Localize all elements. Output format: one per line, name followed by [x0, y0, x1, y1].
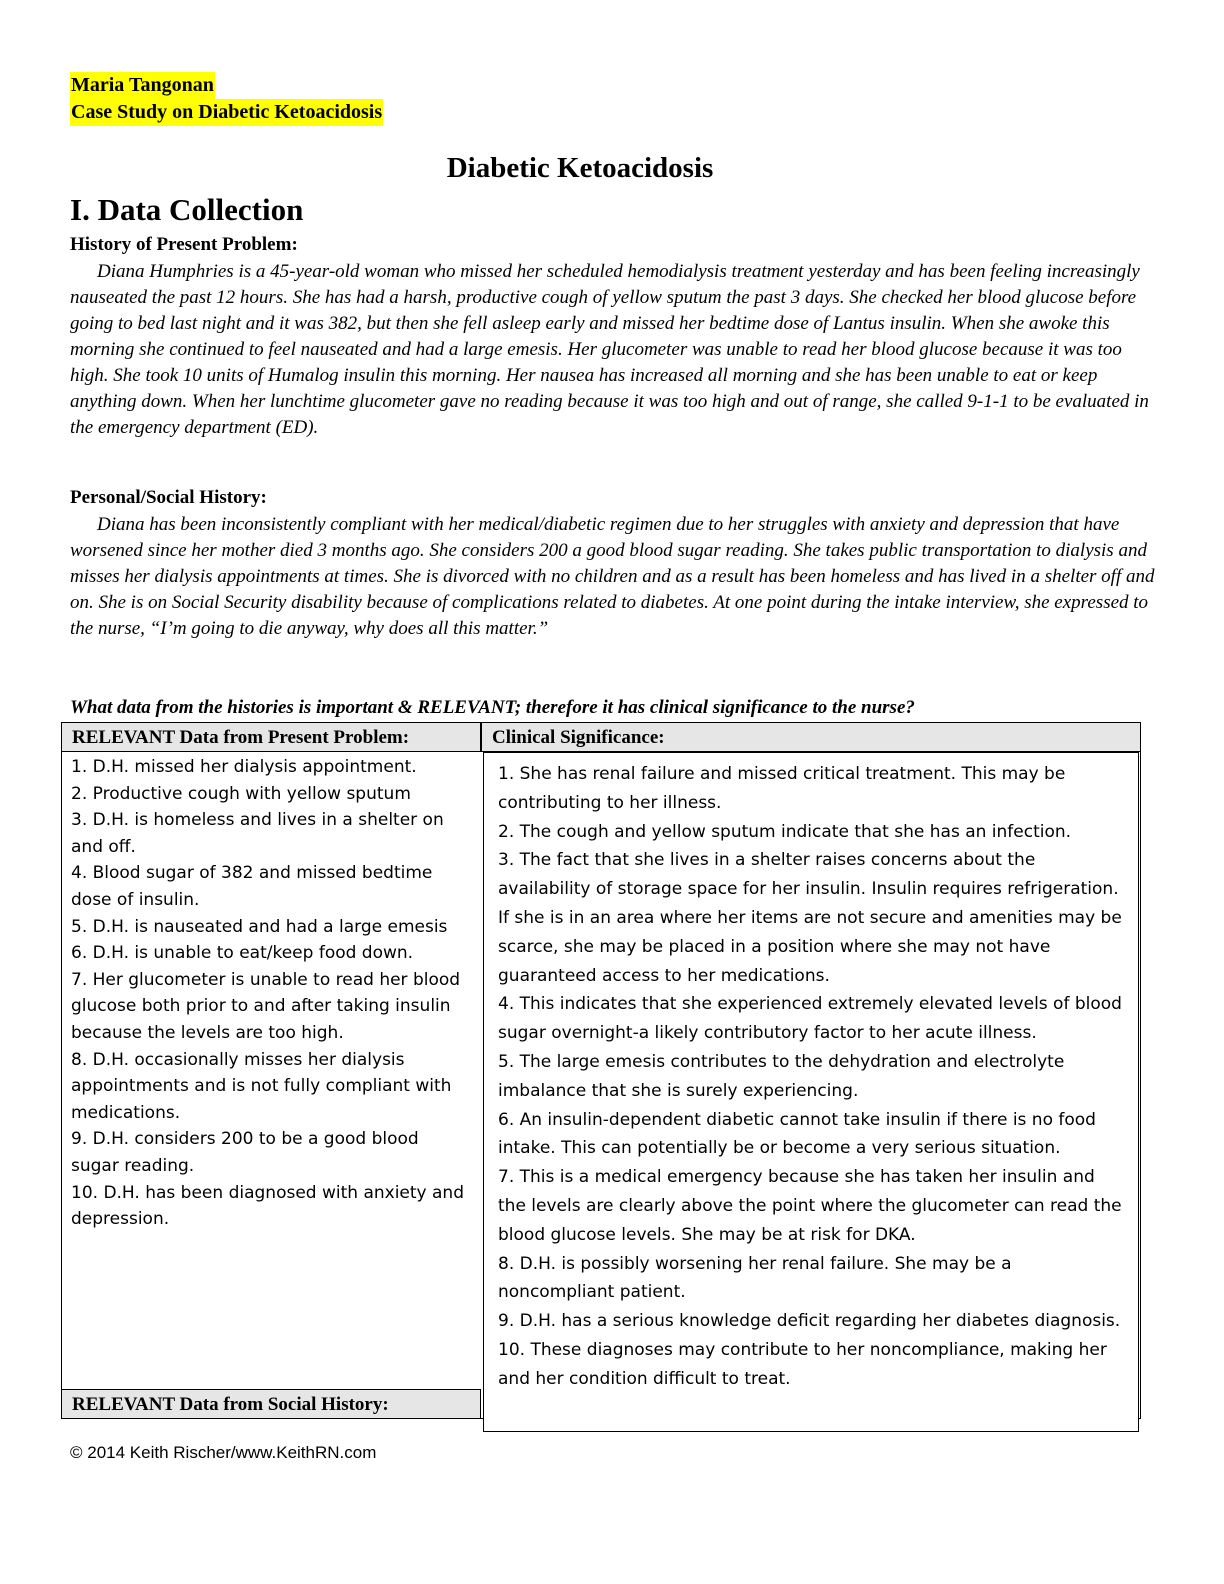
- list-item: 3. The fact that she lives in a shelter raises concerns about the availability of storage space for her insulin. Insulin requires refrigeration. If she is in an area where her items are not secure and amenities may be scarce, she may be placed in a position where she may not have guaranteed access to her medications.: [498, 850, 1122, 986]
- section-title: I. Data Collection: [70, 192, 304, 227]
- list-item: 4. Blood sugar of 382 and missed bedtime dose of insulin.: [71, 863, 433, 910]
- list-item: 8. D.H. occasionally misses her dialysis appointments and is not fully compliant with medications.: [71, 1049, 452, 1123]
- author-name: Maria Tangonan: [70, 72, 215, 99]
- relevant-data-list: [71, 754, 471, 1233]
- list-item: 7. This is a medical emergency because she has taken her insulin and the levels are clearly above the point where the glucometer can read the blood glucose levels. She may be at risk for DKA.: [498, 1167, 1122, 1245]
- page-title: Diabetic Ketoacidosis: [446, 152, 714, 184]
- relevance-question: What data from the histories is important & RELEVANT; therefore it has clinical significance to the nurse?: [70, 697, 915, 718]
- social-history-heading: Personal/Social History:: [70, 487, 267, 508]
- list-item: 9. D.H. considers 200 to be a good blood sugar reading.: [71, 1129, 419, 1176]
- social-history-data-header: RELEVANT Data from Social History:: [61, 1389, 481, 1419]
- list-item: 4. This indicates that she experienced extremely elevated levels of blood sugar overnight-a likely contributory factor to her acute illness.: [498, 994, 1122, 1044]
- clinical-significance-list: [498, 760, 1128, 1394]
- list-item: 6. D.H. is unable to eat/keep food down.: [71, 943, 414, 964]
- assignment-subtitle: Case Study on Diabetic Ketoacidosis: [70, 99, 383, 126]
- list-item: 10. These diagnoses may contribute to her noncompliance, making her and her condition difficult to treat.: [498, 1339, 1107, 1389]
- copyright-footer: © 2014 Keith Rischer/www.KeithRN.com: [70, 1443, 377, 1462]
- list-item: 2. Productive cough with yellow sputum: [71, 783, 411, 804]
- history-present-heading: History of Present Problem:: [70, 234, 298, 255]
- list-item: 3. D.H. is homeless and lives in a shelter on and off.: [71, 810, 444, 857]
- list-item: 5. D.H. is nauseated and had a large emesis: [71, 916, 448, 937]
- list-item: 7. Her glucometer is unable to read her blood glucose both prior to and after taking insulin because the levels are too high.: [71, 969, 461, 1043]
- list-item: 10. D.H. has been diagnosed with anxiety and depression.: [71, 1182, 464, 1230]
- present-problem-header: RELEVANT Data from Present Problem:: [61, 722, 481, 752]
- list-item: 1. She has renal failure and missed critical treatment. This may be contributing to her illness.: [498, 764, 1066, 813]
- clinical-significance-header: Clinical Significance:: [481, 722, 1141, 752]
- list-item: 8. D.H. is possibly worsening her renal failure. She may be a noncompliant patient.: [498, 1253, 1012, 1303]
- list-item: 9. D.H. has a serious knowledge deficit regarding her diabetes diagnosis.: [498, 1311, 1121, 1332]
- list-item: 1. D.H. missed her dialysis appointment.: [71, 757, 417, 777]
- list-item: 6. An insulin-dependent diabetic cannot take insulin if there is no food intake. This can potentially be or become a very serious situation.: [498, 1109, 1096, 1159]
- list-item: 5. The large emesis contributes to the dehydration and electrolyte imbalance that she is surely experiencing.: [498, 1051, 1065, 1101]
- history-present-text: Diana Humphries is a 45-year-old woman who missed her scheduled hemodialysis treatment yesterday and has been feeling increasingly nauseated the past 12 hours. She has had a harsh, productive cough of yellow sputum the past 3 days. She checked her blood glucose before going to bed last night and it was 382, but then she fell asleep early and missed her bedtime dose of Lantus insulin. When she awoke this morning she continued to feel nauseated and had a large emesis. Her glucometer was unable to read her blood glucose because it was too high. She took 10 units of Humalog insulin this morning. Her nausea has increased all morning and she has been unable to eat or keep anything down. When her lunchtime glucometer gave no reading because it was too high and out of range, she called 9-1-1 to be evaluated in the emergency department (ED).: [70, 261, 1149, 438]
- student-header: [70, 72, 383, 126]
- list-item: 2. The cough and yellow sputum indicate that she has an infection.: [498, 821, 1072, 842]
- social-history-text: Diana has been inconsistently compliant with her medical/diabetic regimen due to her struggles with anxiety and depression that have worsened since her mother died 3 months ago. She considers 200 a good blood sugar reading. She takes public transportation to dialysis and misses her dialysis appointments at times. She is divorced with no children and as a result has been homeless and has lived in a shelter off and on. She is on Social Security disability because of complications related to diabetes. At one point during the intake interview, she expressed to the nurse, “I’m going to die anyway, why does all this matter.”: [70, 514, 1155, 639]
